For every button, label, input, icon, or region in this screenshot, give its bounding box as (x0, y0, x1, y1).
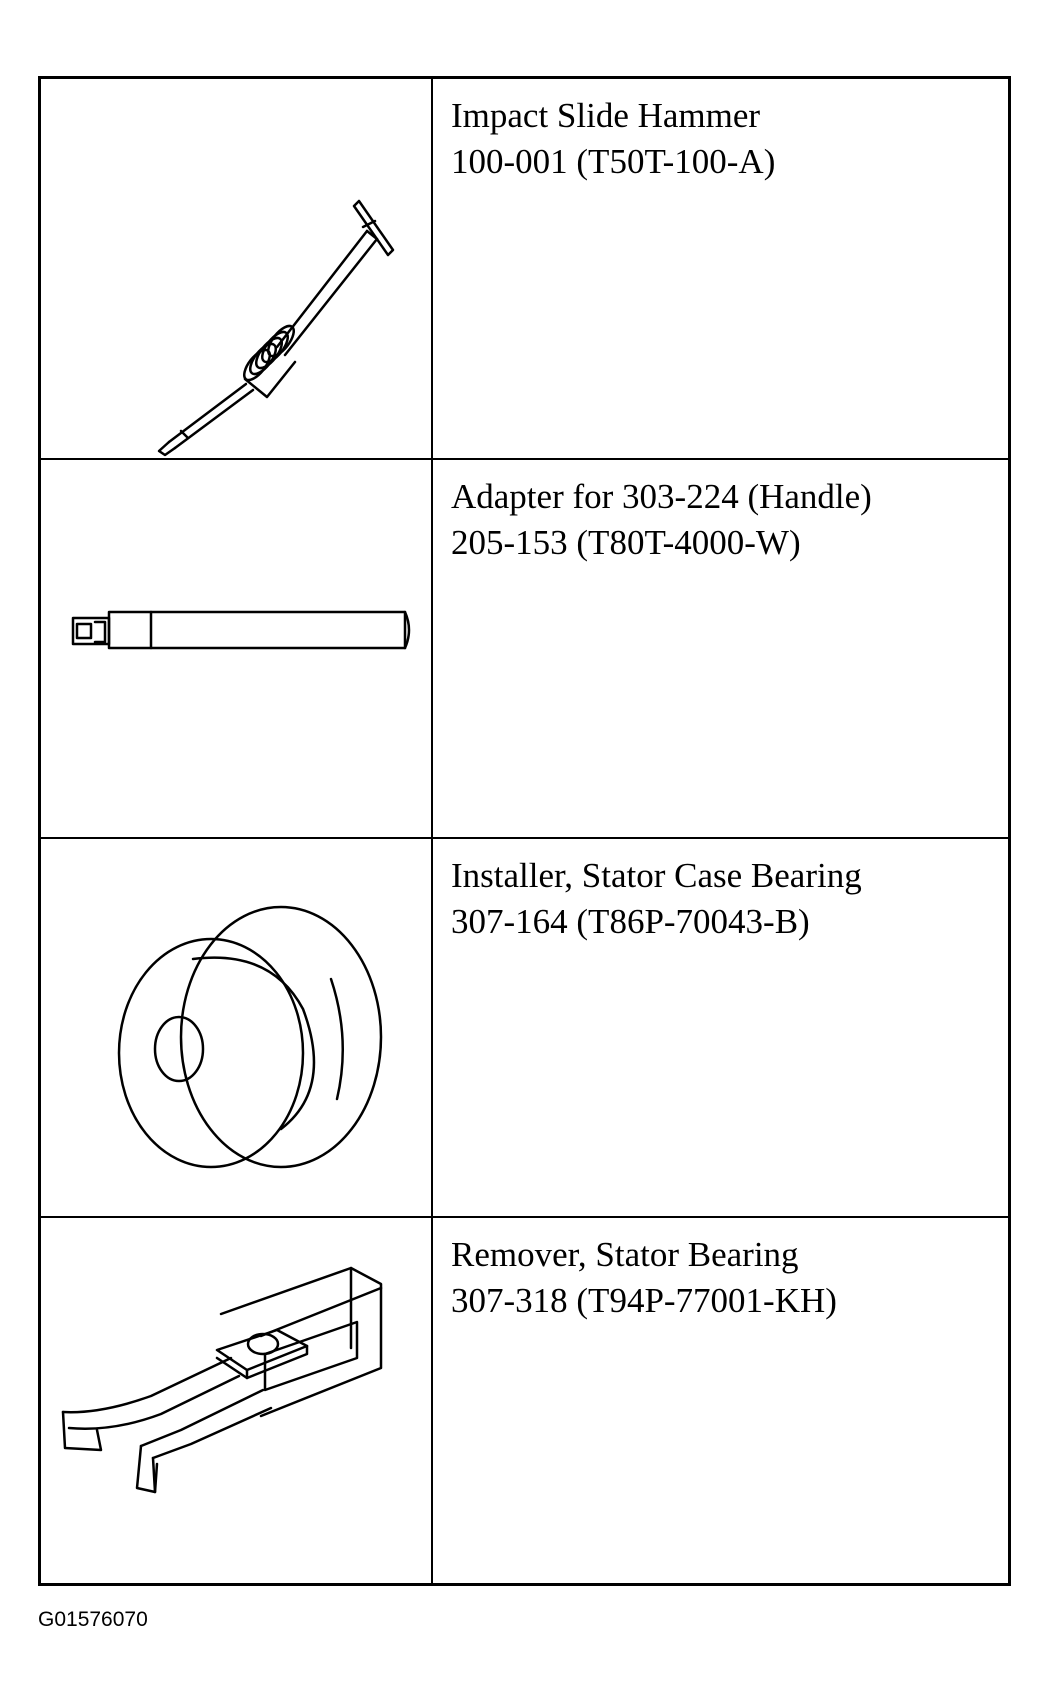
handle-adapter-icon (41, 460, 433, 839)
tool-name: Remover, Stator Bearing (451, 1235, 799, 1274)
tool-part-number: 205-153 (T80T-4000-W) (451, 523, 801, 562)
figure-id: G01576070 (38, 1608, 148, 1631)
tool-row (41, 1216, 1008, 1583)
tool-part-number: 307-164 (T86P-70043-B) (451, 902, 810, 941)
tool-row (41, 79, 1008, 458)
tool-description (451, 1232, 1000, 1324)
tool-illustration-cell (41, 1218, 433, 1583)
tool-illustration-cell (41, 79, 433, 458)
bearing-remover-icon (41, 1218, 433, 1585)
tool-name: Adapter for 303-224 (Handle) (451, 477, 872, 516)
tool-description (451, 853, 1000, 945)
tool-row (41, 837, 1008, 1216)
tool-name: Impact Slide Hammer (451, 96, 761, 135)
bearing-installer-icon (41, 839, 433, 1218)
tool-row (41, 458, 1008, 837)
tool-illustration-cell (41, 839, 433, 1216)
tool-part-number: 100-001 (T50T-100-A) (451, 142, 776, 181)
tool-part-number: 307-318 (T94P-77001-KH) (451, 1281, 837, 1320)
tool-description (451, 474, 1000, 566)
tool-name: Installer, Stator Case Bearing (451, 856, 862, 895)
tool-description (451, 93, 1000, 185)
tool-illustration-cell (41, 460, 433, 837)
slide-hammer-icon (41, 79, 433, 458)
special-tools-table (38, 76, 1011, 1586)
